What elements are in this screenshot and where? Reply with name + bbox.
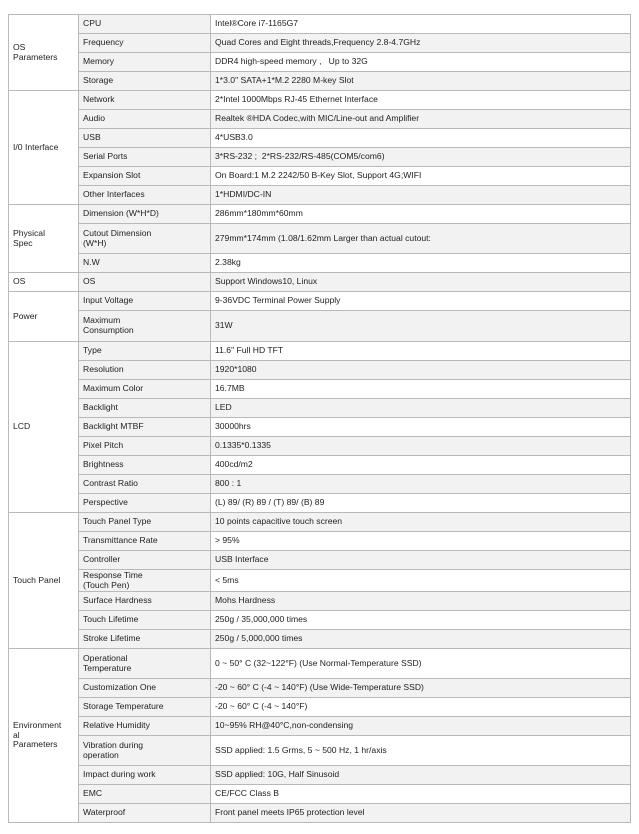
- spec-param-value: < 5ms: [211, 570, 631, 592]
- spec-row: [9, 437, 631, 456]
- spec-param-value: > 95%: [211, 532, 631, 551]
- spec-row: [9, 254, 631, 273]
- spec-param-name: Controller: [79, 551, 211, 570]
- spec-param-name: Audio: [79, 110, 211, 129]
- spec-param-name: Waterproof: [79, 804, 211, 823]
- spec-param-name: Type: [79, 342, 211, 361]
- spec-param-name: EMC: [79, 785, 211, 804]
- spec-param-value: 11.6" Full HD TFT: [211, 342, 631, 361]
- spec-param-name: Impact during work: [79, 766, 211, 785]
- spec-row: [9, 186, 631, 205]
- spec-param-name: Surface Hardness: [79, 592, 211, 611]
- spec-param-name: Frequency: [79, 34, 211, 53]
- spec-row: [9, 110, 631, 129]
- spec-param-name: Perspective: [79, 494, 211, 513]
- spec-row: [9, 273, 631, 292]
- spec-row: [9, 570, 631, 592]
- spec-param-value: SSD applied: 10G, Half Sinusoid: [211, 766, 631, 785]
- spec-row: [9, 475, 631, 494]
- spec-param-value: 9-36VDC Terminal Power Supply: [211, 292, 631, 311]
- spec-param-name: Transmittance Rate: [79, 532, 211, 551]
- spec-row: [9, 53, 631, 72]
- spec-param-value: 250g / 5,000,000 times: [211, 630, 631, 649]
- spec-row: [9, 34, 631, 53]
- spec-param-value: 4*USB3.0: [211, 129, 631, 148]
- spec-param-value: LED: [211, 399, 631, 418]
- spec-param-name: Input Voltage: [79, 292, 211, 311]
- spec-row: [9, 224, 631, 254]
- spec-param-value: -20 ~ 60° C (-4 ~ 140°F): [211, 698, 631, 717]
- spec-param-name: Backlight: [79, 399, 211, 418]
- spec-param-value: 0.1335*0.1335: [211, 437, 631, 456]
- spec-row: [9, 15, 631, 34]
- spec-row: [9, 205, 631, 224]
- spec-param-name: USB: [79, 129, 211, 148]
- spec-param-name: Response Time (Touch Pen): [79, 570, 211, 592]
- spec-param-value: 10 points capacitive touch screen: [211, 513, 631, 532]
- spec-row: [9, 418, 631, 437]
- spec-param-name: Storage: [79, 72, 211, 91]
- spec-row: [9, 611, 631, 630]
- spec-group-label: Physical Spec: [9, 205, 79, 273]
- spec-param-name: Cutout Dimension (W*H): [79, 224, 211, 254]
- spec-group-label: Environment al Parameters: [9, 649, 79, 823]
- spec-param-name: Memory: [79, 53, 211, 72]
- spec-row: [9, 148, 631, 167]
- spec-row: [9, 91, 631, 110]
- spec-group-label: OS Parameters: [9, 15, 79, 91]
- spec-param-name: Storage Temperature: [79, 698, 211, 717]
- spec-row: [9, 292, 631, 311]
- spec-param-name: Touch Lifetime: [79, 611, 211, 630]
- spec-row: [9, 380, 631, 399]
- spec-param-name: Maximum Color: [79, 380, 211, 399]
- spec-param-name: Expansion Slot: [79, 167, 211, 186]
- spec-param-name: Resolution: [79, 361, 211, 380]
- spec-param-value: 1920*1080: [211, 361, 631, 380]
- spec-row: [9, 361, 631, 380]
- spec-param-value: On Board:1 M.2 2242/50 B-Key Slot, Support 4G;WIFI: [211, 167, 631, 186]
- spec-row: [9, 532, 631, 551]
- spec-group-label: I/0 Interface: [9, 91, 79, 205]
- spec-param-value: 279mm*174mm (1.08/1.62mm Larger than actual cutout:: [211, 224, 631, 254]
- spec-param-name: Backlight MTBF: [79, 418, 211, 437]
- spec-param-name: Vibration during operation: [79, 736, 211, 766]
- spec-row: [9, 592, 631, 611]
- spec-param-value: -20 ~ 60° C (-4 ~ 140°F) (Use Wide-Temperature SSD): [211, 679, 631, 698]
- spec-row: [9, 736, 631, 766]
- spec-row: [9, 766, 631, 785]
- spec-row: [9, 513, 631, 532]
- spec-param-name: Serial Ports: [79, 148, 211, 167]
- spec-param-name: Pixel Pitch: [79, 437, 211, 456]
- spec-row: [9, 129, 631, 148]
- spec-param-name: Brightness: [79, 456, 211, 475]
- spec-param-value: CE/FCC Class B: [211, 785, 631, 804]
- spec-group-label: OS: [9, 273, 79, 292]
- spec-row: [9, 717, 631, 736]
- spec-param-name: N.W: [79, 254, 211, 273]
- spec-row: [9, 342, 631, 361]
- spec-group-label: LCD: [9, 342, 79, 513]
- spec-group-label: Power: [9, 292, 79, 342]
- spec-param-value: 2*Intel 1000Mbps RJ-45 Ethernet Interface: [211, 91, 631, 110]
- spec-param-name: OS: [79, 273, 211, 292]
- spec-param-name: Dimension (W*H*D): [79, 205, 211, 224]
- spec-param-value: Support Windows10, Linux: [211, 273, 631, 292]
- spec-param-value: 1*HDMI/DC-IN: [211, 186, 631, 205]
- spec-param-value: 2.38kg: [211, 254, 631, 273]
- spec-group-label: Touch Panel: [9, 513, 79, 649]
- spec-param-name: Operational Temperature: [79, 649, 211, 679]
- spec-param-name: Contrast Ratio: [79, 475, 211, 494]
- spec-row: [9, 679, 631, 698]
- spec-param-value: 30000hrs: [211, 418, 631, 437]
- spec-param-name: Other Interfaces: [79, 186, 211, 205]
- spec-param-value: USB Interface: [211, 551, 631, 570]
- spec-row: [9, 167, 631, 186]
- spec-param-value: 400cd/m2: [211, 456, 631, 475]
- spec-param-value: 16.7MB: [211, 380, 631, 399]
- spec-param-value: 286mm*180mm*60mm: [211, 205, 631, 224]
- spec-param-value: Intel®Core i7-1165G7: [211, 15, 631, 34]
- spec-param-value: 3*RS-232 ; 2*RS-232/RS-485(COM5/com6): [211, 148, 631, 167]
- spec-param-name: Touch Panel Type: [79, 513, 211, 532]
- spec-param-name: Customization One: [79, 679, 211, 698]
- spec-param-value: (L) 89/ (R) 89 / (T) 89/ (B) 89: [211, 494, 631, 513]
- spec-row: [9, 698, 631, 717]
- spec-row: [9, 804, 631, 823]
- spec-row: [9, 649, 631, 679]
- spec-param-value: 250g / 35,000,000 times: [211, 611, 631, 630]
- spec-row: [9, 456, 631, 475]
- spec-param-name: Maximum Consumption: [79, 311, 211, 342]
- spec-row: [9, 72, 631, 91]
- spec-param-name: Stroke Lifetime: [79, 630, 211, 649]
- spec-param-value: 31W: [211, 311, 631, 342]
- spec-param-value: Realtek ®HDA Codec,with MIC/Line-out and Amplifier: [211, 110, 631, 129]
- spec-row: [9, 494, 631, 513]
- spec-param-value: 10~95% RH@40°C,non-condensing: [211, 717, 631, 736]
- spec-row: [9, 630, 631, 649]
- spec-row: [9, 785, 631, 804]
- spec-param-value: 1*3.0" SATA+1*M.2 2280 M-key Slot: [211, 72, 631, 91]
- spec-param-value: 800 : 1: [211, 475, 631, 494]
- spec-param-value: 0 ~ 50° C (32~122°F) (Use Normal-Temperature SSD): [211, 649, 631, 679]
- spec-param-name: Network: [79, 91, 211, 110]
- spec-table: [8, 14, 631, 823]
- spec-table-body: [9, 15, 631, 823]
- spec-param-name: CPU: [79, 15, 211, 34]
- spec-param-name: Relative Humidity: [79, 717, 211, 736]
- spec-param-value: DDR4 high-speed memory , Up to 32G: [211, 53, 631, 72]
- spec-param-value: Front panel meets IP65 protection level: [211, 804, 631, 823]
- spec-row: [9, 311, 631, 342]
- spec-row: [9, 551, 631, 570]
- spec-param-value: SSD applied: 1.5 Grms, 5 ~ 500 Hz, 1 hr/axis: [211, 736, 631, 766]
- spec-param-value: Mohs Hardness: [211, 592, 631, 611]
- spec-row: [9, 399, 631, 418]
- spec-param-value: Quad Cores and Eight threads,Frequency 2.8-4.7GHz: [211, 34, 631, 53]
